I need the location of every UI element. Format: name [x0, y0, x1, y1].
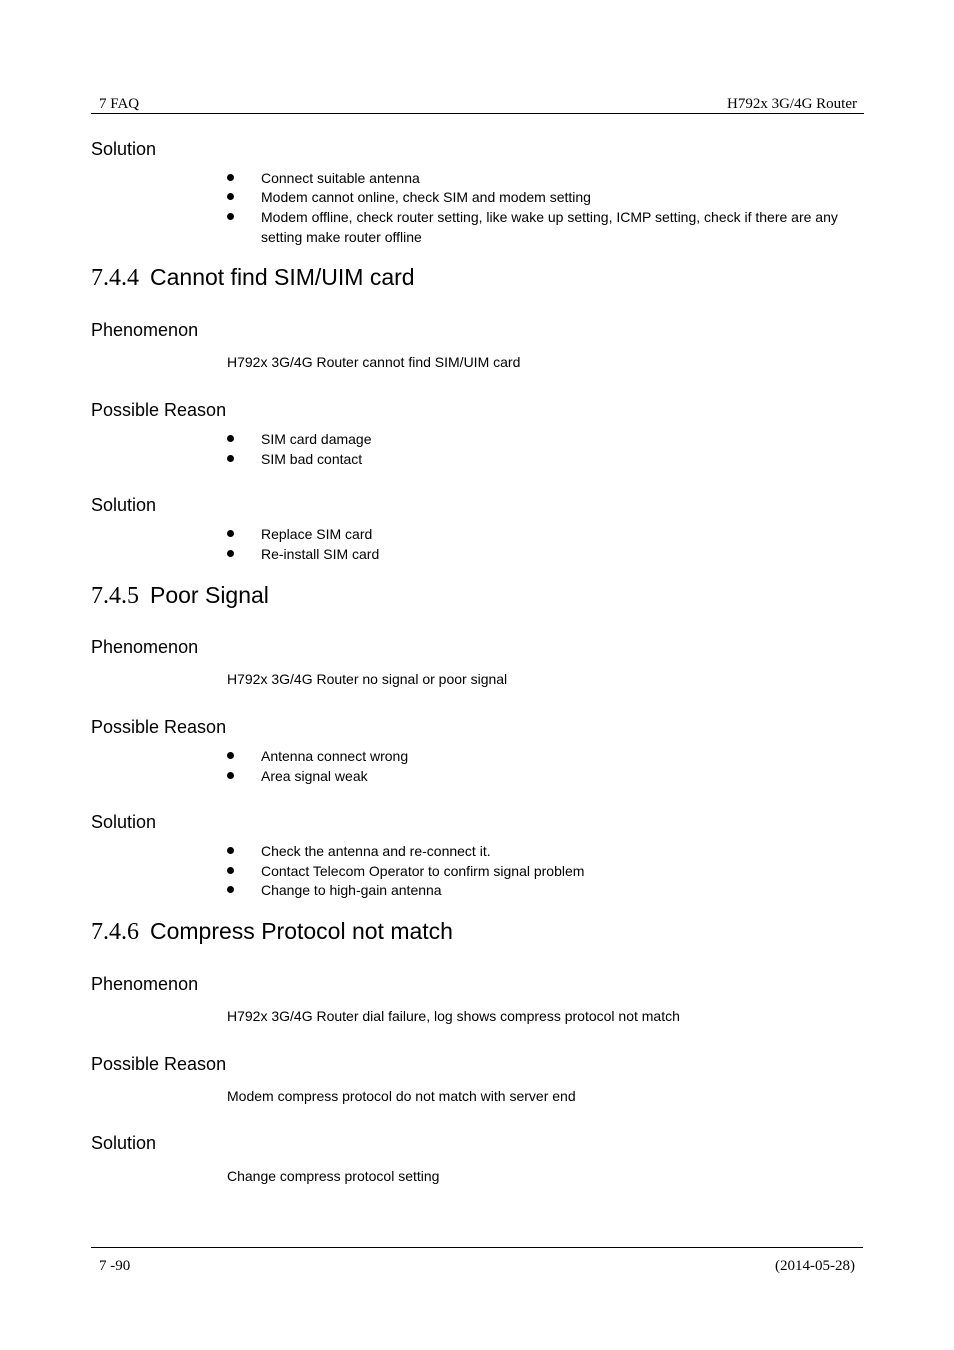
solution-text: Change compress protocol setting	[227, 1168, 440, 1184]
bullet-icon	[227, 550, 234, 557]
section-title-7-4-5: 7.4.5 Poor Signal	[91, 582, 269, 609]
bullet-icon	[227, 886, 234, 893]
bullet-icon	[227, 213, 234, 220]
reason-heading: Possible Reason	[91, 1054, 227, 1074]
reason-text: Modem compress protocol do not match with server end	[227, 1088, 576, 1104]
phenomenon-text: H792x 3G/4G Router no signal or poor signal	[227, 671, 508, 687]
solution-heading: Solution	[91, 812, 157, 832]
phenomenon-text: H792x 3G/4G Router dial failure, log shows compress protocol not match	[227, 1008, 680, 1024]
phenomenon-heading: Phenomenon	[91, 320, 199, 340]
bullet-icon	[227, 867, 234, 874]
bullet-icon	[227, 530, 234, 537]
solution-heading: Solution	[91, 495, 157, 515]
phenomenon-heading: Phenomenon	[91, 637, 199, 657]
reason-heading: Possible Reason	[91, 717, 227, 737]
bullet-icon	[227, 455, 234, 462]
bullet-icon	[227, 752, 234, 759]
section-title-7-4-4: 7.4.4 Cannot find SIM/UIM card	[91, 264, 415, 291]
section-title-7-4-6: 7.4.6 Compress Protocol not match	[91, 918, 453, 945]
solution-heading: Solution	[91, 1133, 157, 1153]
bullet-icon	[227, 847, 234, 854]
header-rule	[91, 113, 864, 114]
footer-rule	[91, 1247, 863, 1248]
bullet-icon	[227, 435, 234, 442]
footer-date: (2014-05-28)	[775, 1258, 855, 1274]
bullet-icon	[227, 193, 234, 200]
header-chapter: 7 FAQ	[99, 96, 140, 112]
page-number: 7 -90	[99, 1258, 131, 1274]
bullet-icon	[227, 772, 234, 779]
phenomenon-text: H792x 3G/4G Router cannot find SIM/UIM card	[227, 354, 521, 370]
solution-heading: Solution	[91, 139, 157, 159]
bullet-icon	[227, 174, 234, 181]
header-product: H792x 3G/4G Router	[727, 96, 857, 112]
reason-heading: Possible Reason	[91, 400, 227, 420]
phenomenon-heading: Phenomenon	[91, 974, 199, 994]
